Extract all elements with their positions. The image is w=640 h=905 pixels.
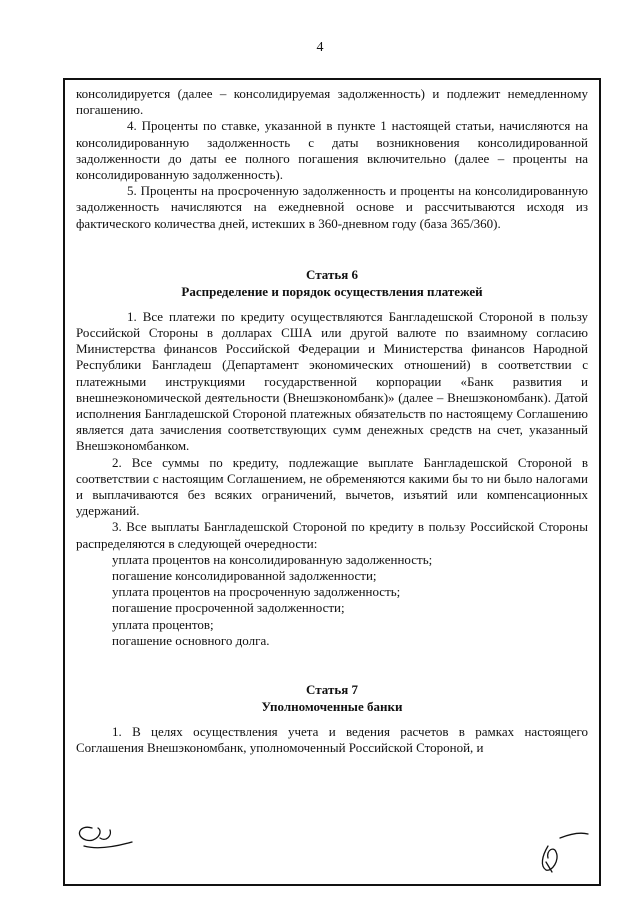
spacer <box>76 649 588 681</box>
article-6-paragraph-1: 1. Все платежи по кредиту осуществляются Бангладешской Стороной в пользу Российской Стороны в долларах США или другой валюте по взаимному согласию Министерства финансов Российской Федерации и Министерства финансов Народной Республики Бангладеш (Департамент экономических отношений) в соответствии с платежными инструкциями государственной корпорации «Банк развития и внешнеэкономической деятельности (Внешэкономбанк)» (далее – Внешэкономбанк). Датой исполнения Бангладешской Стороной платежных обязательств по настоящему Соглашению является дата зачисления соответствующих сумм денежных средств на счет, указанный Внешэкономбанком. <box>76 308 588 454</box>
paragraph-item-5: 5. Проценты на просроченную задолженность и проценты на консолидированную задолженность начисляются на ежедневной основе и рассчитываются исходя из фактического количества дней, истекших в 360-дневном году (база 365/360). <box>76 183 588 231</box>
spacer <box>76 715 588 724</box>
list-item: погашение консолидированной задолженности; <box>112 568 377 584</box>
list-item: погашение просроченной задолженности; <box>112 600 345 616</box>
article-7-number: Статья 7 <box>306 682 358 698</box>
document-body <box>76 86 588 757</box>
spacer <box>76 300 588 309</box>
article-6-paragraph-3: 3. Все выплаты Бангладешской Стороной по кредиту в пользу Российской Стороны распределяются в следующей очередности: <box>76 519 588 551</box>
article-6-paragraph-2: 2. Все суммы по кредиту, подлежащие выплате Бангладешской Стороной в соответствии с настоящим Соглашением, не обременяются какими бы то ни было налогами и выплачиваются без всяких ограничений, вычетов, изъятий или компенсационных удержаний. <box>76 454 588 519</box>
paragraph-consolidation-end: консолидируется (далее – консолидируемая задолженность) и подлежит немедленному погашению. <box>76 86 588 118</box>
paragraph-item-4: 4. Проценты по ставке, указанной в пункте 1 настоящей статьи, начисляются на консолидированную задолженность с даты возникновения консолидированной задолженности до даты ее полного погашения включительно (далее – проценты на консолидированную задолженность). <box>76 118 588 183</box>
page-number: 4 <box>316 40 324 55</box>
article-7-title: Уполномоченные банки <box>261 699 403 715</box>
document-frame <box>63 78 601 886</box>
list-item: уплата процентов; <box>112 616 214 632</box>
list-item: уплата процентов на консолидированную задолженность; <box>112 551 433 567</box>
article-6-number: Статья 6 <box>306 266 358 282</box>
payment-order-list <box>76 552 588 649</box>
article-7-paragraph-1: 1. В целях осуществления учета и ведения расчетов в рамках настоящего Соглашения Внешэкономбанк, уполномоченный Российской Стороной, и <box>76 724 588 756</box>
list-item: погашение основного долга. <box>112 632 270 648</box>
list-item: уплата процентов на просроченную задолженность; <box>112 584 401 600</box>
spacer <box>76 232 588 266</box>
article-6-title: Распределение и порядок осуществления платежей <box>181 283 483 299</box>
